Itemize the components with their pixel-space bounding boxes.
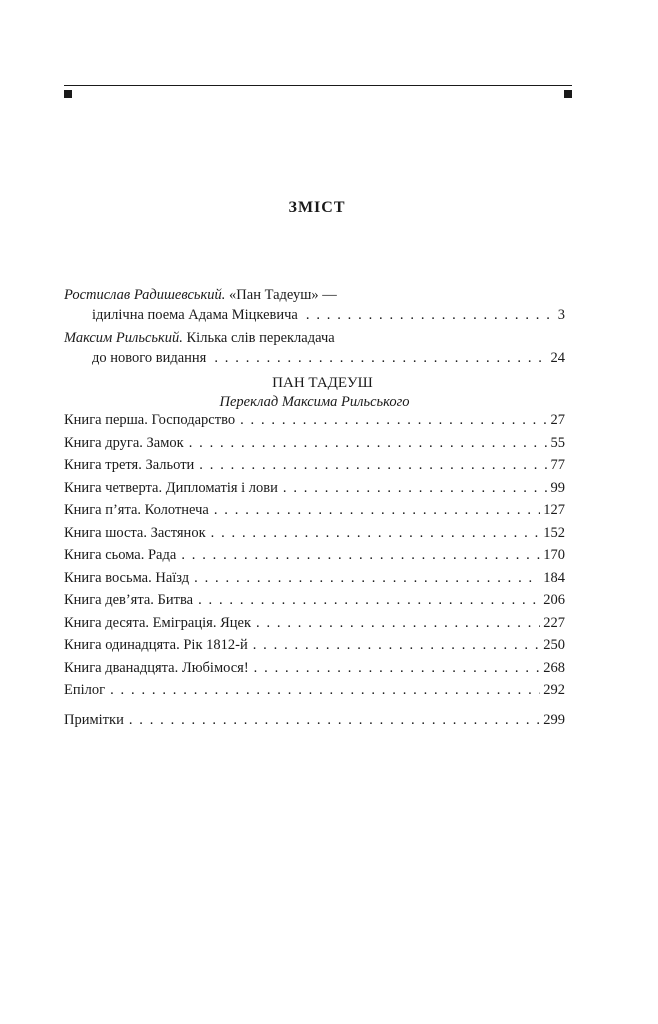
toc-label: Книга п’ята. Колотнеча — [64, 502, 209, 518]
dot-leader — [240, 409, 547, 432]
toc-row-book-12[interactable] — [64, 657, 565, 680]
dot-leader — [129, 709, 540, 732]
intro-entry-1-line2[interactable] — [64, 305, 565, 325]
toc-row-book-1[interactable] — [64, 409, 565, 432]
toc-row-book-6[interactable] — [64, 522, 565, 545]
dot-leader — [214, 499, 540, 522]
corner-mark-left — [64, 90, 72, 98]
intro-entry-2-subtitle: до нового видання — [92, 350, 207, 366]
toc-page: 152 — [543, 524, 565, 541]
intro-entries — [64, 285, 565, 368]
toc-label: Книга десята. Еміграція. Яцек — [64, 614, 251, 631]
toc-label: Книга сьома. Рада — [64, 547, 177, 563]
section-title: ПАН ТАДЕУШ — [272, 375, 373, 391]
page-title: ЗМІСТ — [288, 199, 346, 216]
toc-row-epilogue[interactable] — [64, 679, 565, 702]
dot-leader — [283, 477, 548, 500]
books-list — [64, 409, 565, 702]
toc-row-book-2[interactable] — [64, 432, 565, 455]
toc-page: 299 — [543, 712, 565, 728]
toc-row-book-10[interactable] — [64, 612, 565, 635]
section-heading — [64, 373, 565, 411]
intro-entry-1-line1 — [64, 285, 565, 305]
intro-entry-2-page: 24 — [550, 350, 565, 366]
toc-label: Книга друга. Замок — [64, 434, 184, 451]
dot-leader — [211, 522, 541, 545]
toc-page: 206 — [543, 592, 565, 608]
dot-leader — [214, 348, 547, 368]
dot-leader — [254, 657, 541, 680]
dot-leader — [189, 432, 548, 455]
toc-page: 227 — [543, 614, 565, 631]
dot-leader — [194, 567, 540, 590]
section-subtitle: Переклад Максима Рильського — [219, 394, 410, 410]
intro-entry-1-subtitle: ідилічна поема Адама Міцкевича — [92, 307, 298, 323]
toc-page: 99 — [550, 479, 565, 496]
toc-label: Книга шоста. Застянок — [64, 524, 206, 541]
toc-label: Книга перша. Господарство — [64, 412, 236, 428]
intro-entry-1-title: «Пан Тадеуш» — — [229, 287, 337, 303]
toc-row-book-11[interactable] — [64, 634, 565, 657]
toc-label: Книга третя. Зальоти — [64, 457, 195, 473]
dot-leader — [198, 589, 540, 612]
toc-page: 184 — [543, 569, 565, 586]
toc-page: 268 — [543, 659, 565, 676]
toc-page: 27 — [550, 412, 565, 428]
toc-row-notes[interactable] — [64, 709, 565, 732]
toc-label: Книга дев’ята. Битва — [64, 592, 194, 608]
toc-label: Книга одинадцята. Рік 1812-й — [64, 637, 248, 653]
toc-label: Книга восьма. Наїзд — [64, 569, 190, 586]
toc-page: 77 — [550, 457, 565, 473]
intro-entry-2-line1 — [64, 328, 565, 348]
toc-page: 55 — [550, 434, 565, 451]
dot-leader — [110, 679, 540, 702]
dot-leader — [253, 634, 541, 657]
toc-label: Епілог — [64, 682, 106, 698]
toc-page: 170 — [543, 547, 565, 563]
toc-row-book-8[interactable] — [64, 567, 565, 590]
toc-row-book-4[interactable] — [64, 477, 565, 500]
toc-label: Примітки — [64, 712, 124, 728]
dot-leader — [256, 612, 540, 635]
intro-entry-2-title: Кілька слів перекладача — [186, 330, 335, 346]
dot-leader — [199, 454, 547, 477]
toc-page: 250 — [543, 637, 565, 653]
toc-row-book-7[interactable] — [64, 544, 565, 567]
intro-entry-2-line2[interactable] — [64, 348, 565, 368]
toc-label: Книга четверта. Дипломатія і лови — [64, 479, 278, 496]
toc-row-book-3[interactable] — [64, 454, 565, 477]
toc-label: Книга дванадцята. Любімося! — [64, 659, 249, 676]
toc-row-book-5[interactable] — [64, 499, 565, 522]
toc-page: 127 — [543, 502, 565, 518]
dot-leader — [306, 305, 555, 325]
header-rule — [64, 85, 572, 86]
notes-section — [64, 709, 565, 732]
toc-row-book-9[interactable] — [64, 589, 565, 612]
intro-entry-1-author: Ростислав Радишевський. — [64, 287, 226, 303]
dot-leader — [181, 544, 540, 567]
intro-entry-2-author: Максим Рильський. — [64, 330, 183, 346]
corner-mark-right — [564, 90, 572, 98]
toc-page: 292 — [543, 682, 565, 698]
intro-entry-1-page: 3 — [557, 307, 565, 323]
